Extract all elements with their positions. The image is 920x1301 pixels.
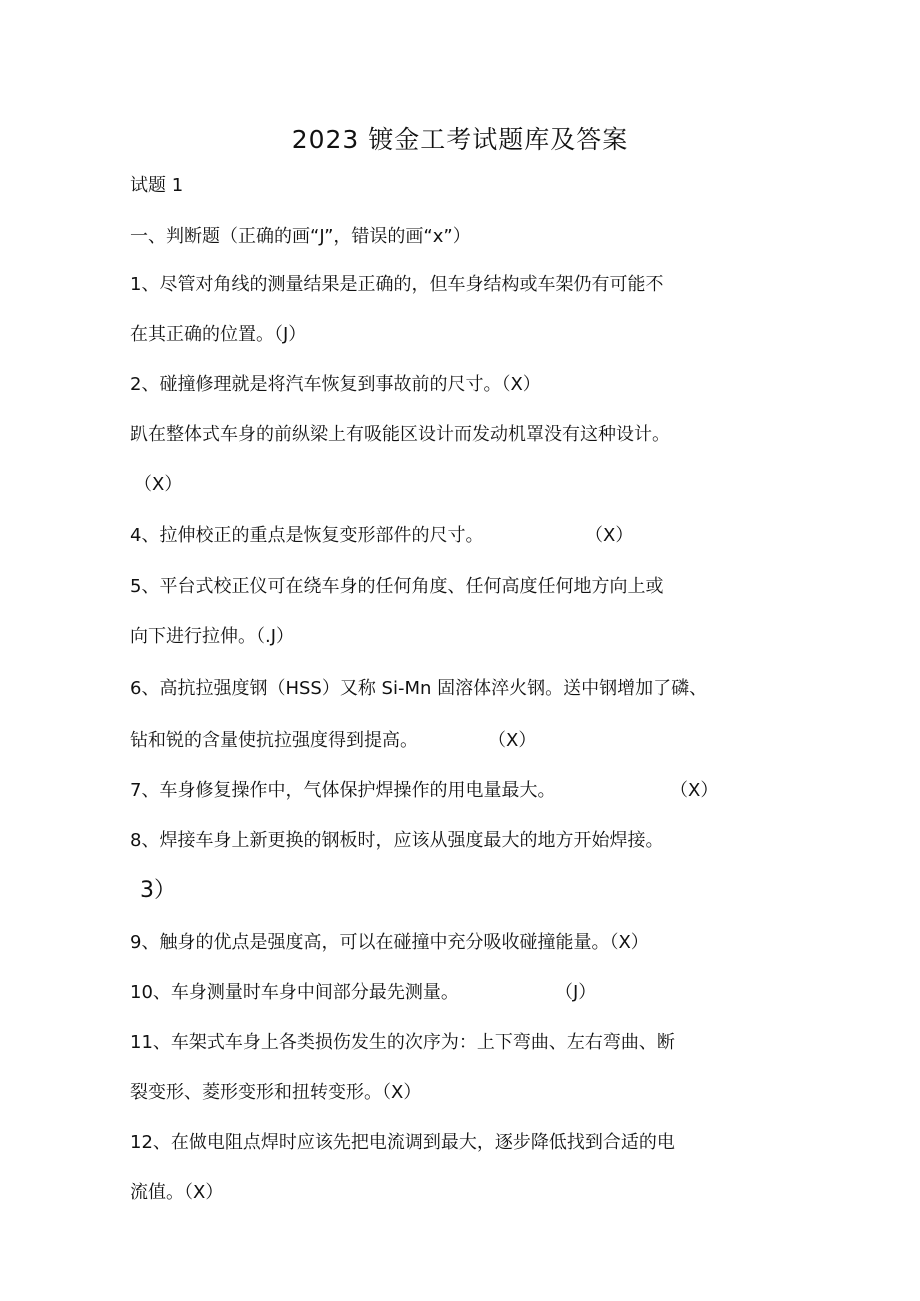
answer-mark: （X） <box>488 730 537 751</box>
text-line: 在其正确的位置。（J） <box>130 324 307 345</box>
text-line: 11、车架式车身上各类损伤发生的次序为：上下弯曲、左右弯曲、断 <box>130 1032 675 1053</box>
answer-mark: （X） <box>670 780 719 801</box>
question-text: 钻和锐的含量使抗拉强度得到提高。 <box>130 730 418 751</box>
text-line: 6、高抗拉强度钢（HSS）又称 Si-Mn 固溶体淬火钢。送中钢增加了磷、 <box>130 678 708 699</box>
text-line: 趴在整体式车身的前纵梁上有吸能区设计而发动机罩没有这种设计。 <box>130 424 670 445</box>
text-line: （X） <box>134 474 183 495</box>
text-line: 1、尽管对角线的测量结果是正确的，但车身结构或车架仍有可能不 <box>130 274 664 295</box>
answer-mark: （J） <box>555 982 597 1003</box>
text-line: 裂变形、菱形变形和扭转变形。（X） <box>130 1082 422 1103</box>
text-line <box>130 981 597 1005</box>
document-title: 2023 镀金工考试题库及答案 <box>291 125 629 154</box>
answer-mark: （X） <box>585 525 634 546</box>
text-line: 向下进行拉伸。（.J） <box>130 626 295 647</box>
section-label: 试题 1 <box>130 175 184 196</box>
text-line: 12、在做电阻点焊时应该先把电流调到最大，逐步降低找到合适的电 <box>130 1132 675 1153</box>
question-text: 7、车身修复操作中，气体保护焊操作的用电量最大。 <box>130 780 556 801</box>
question-text: 10、车身测量时车身中间部分最先测量。 <box>130 982 459 1003</box>
question-type-heading: 一、判断题（正确的画“J”，错误的画“x”） <box>130 226 471 247</box>
question-text: 4、拉伸校正的重点是恢复变形部件的尺寸。 <box>130 525 484 546</box>
text-line: 9、触身的优点是强度高，可以在碰撞中充分吸收碰撞能量。（X） <box>130 932 649 953</box>
text-line <box>130 524 634 548</box>
text-line: 流值。（X） <box>130 1182 224 1203</box>
text-line: 8、焊接车身上新更换的钢板时，应该从强度最大的地方开始焊接。 <box>130 830 664 851</box>
text-line <box>130 779 719 803</box>
text-line: 3） <box>140 878 176 903</box>
text-line <box>130 729 537 753</box>
text-line: 5、平台式校正仪可在绕车身的任何角度、任何高度任何地方向上或 <box>130 576 664 597</box>
text-line: 2、碰撞修理就是将汽车恢复到事故前的尺寸。（X） <box>130 374 541 395</box>
